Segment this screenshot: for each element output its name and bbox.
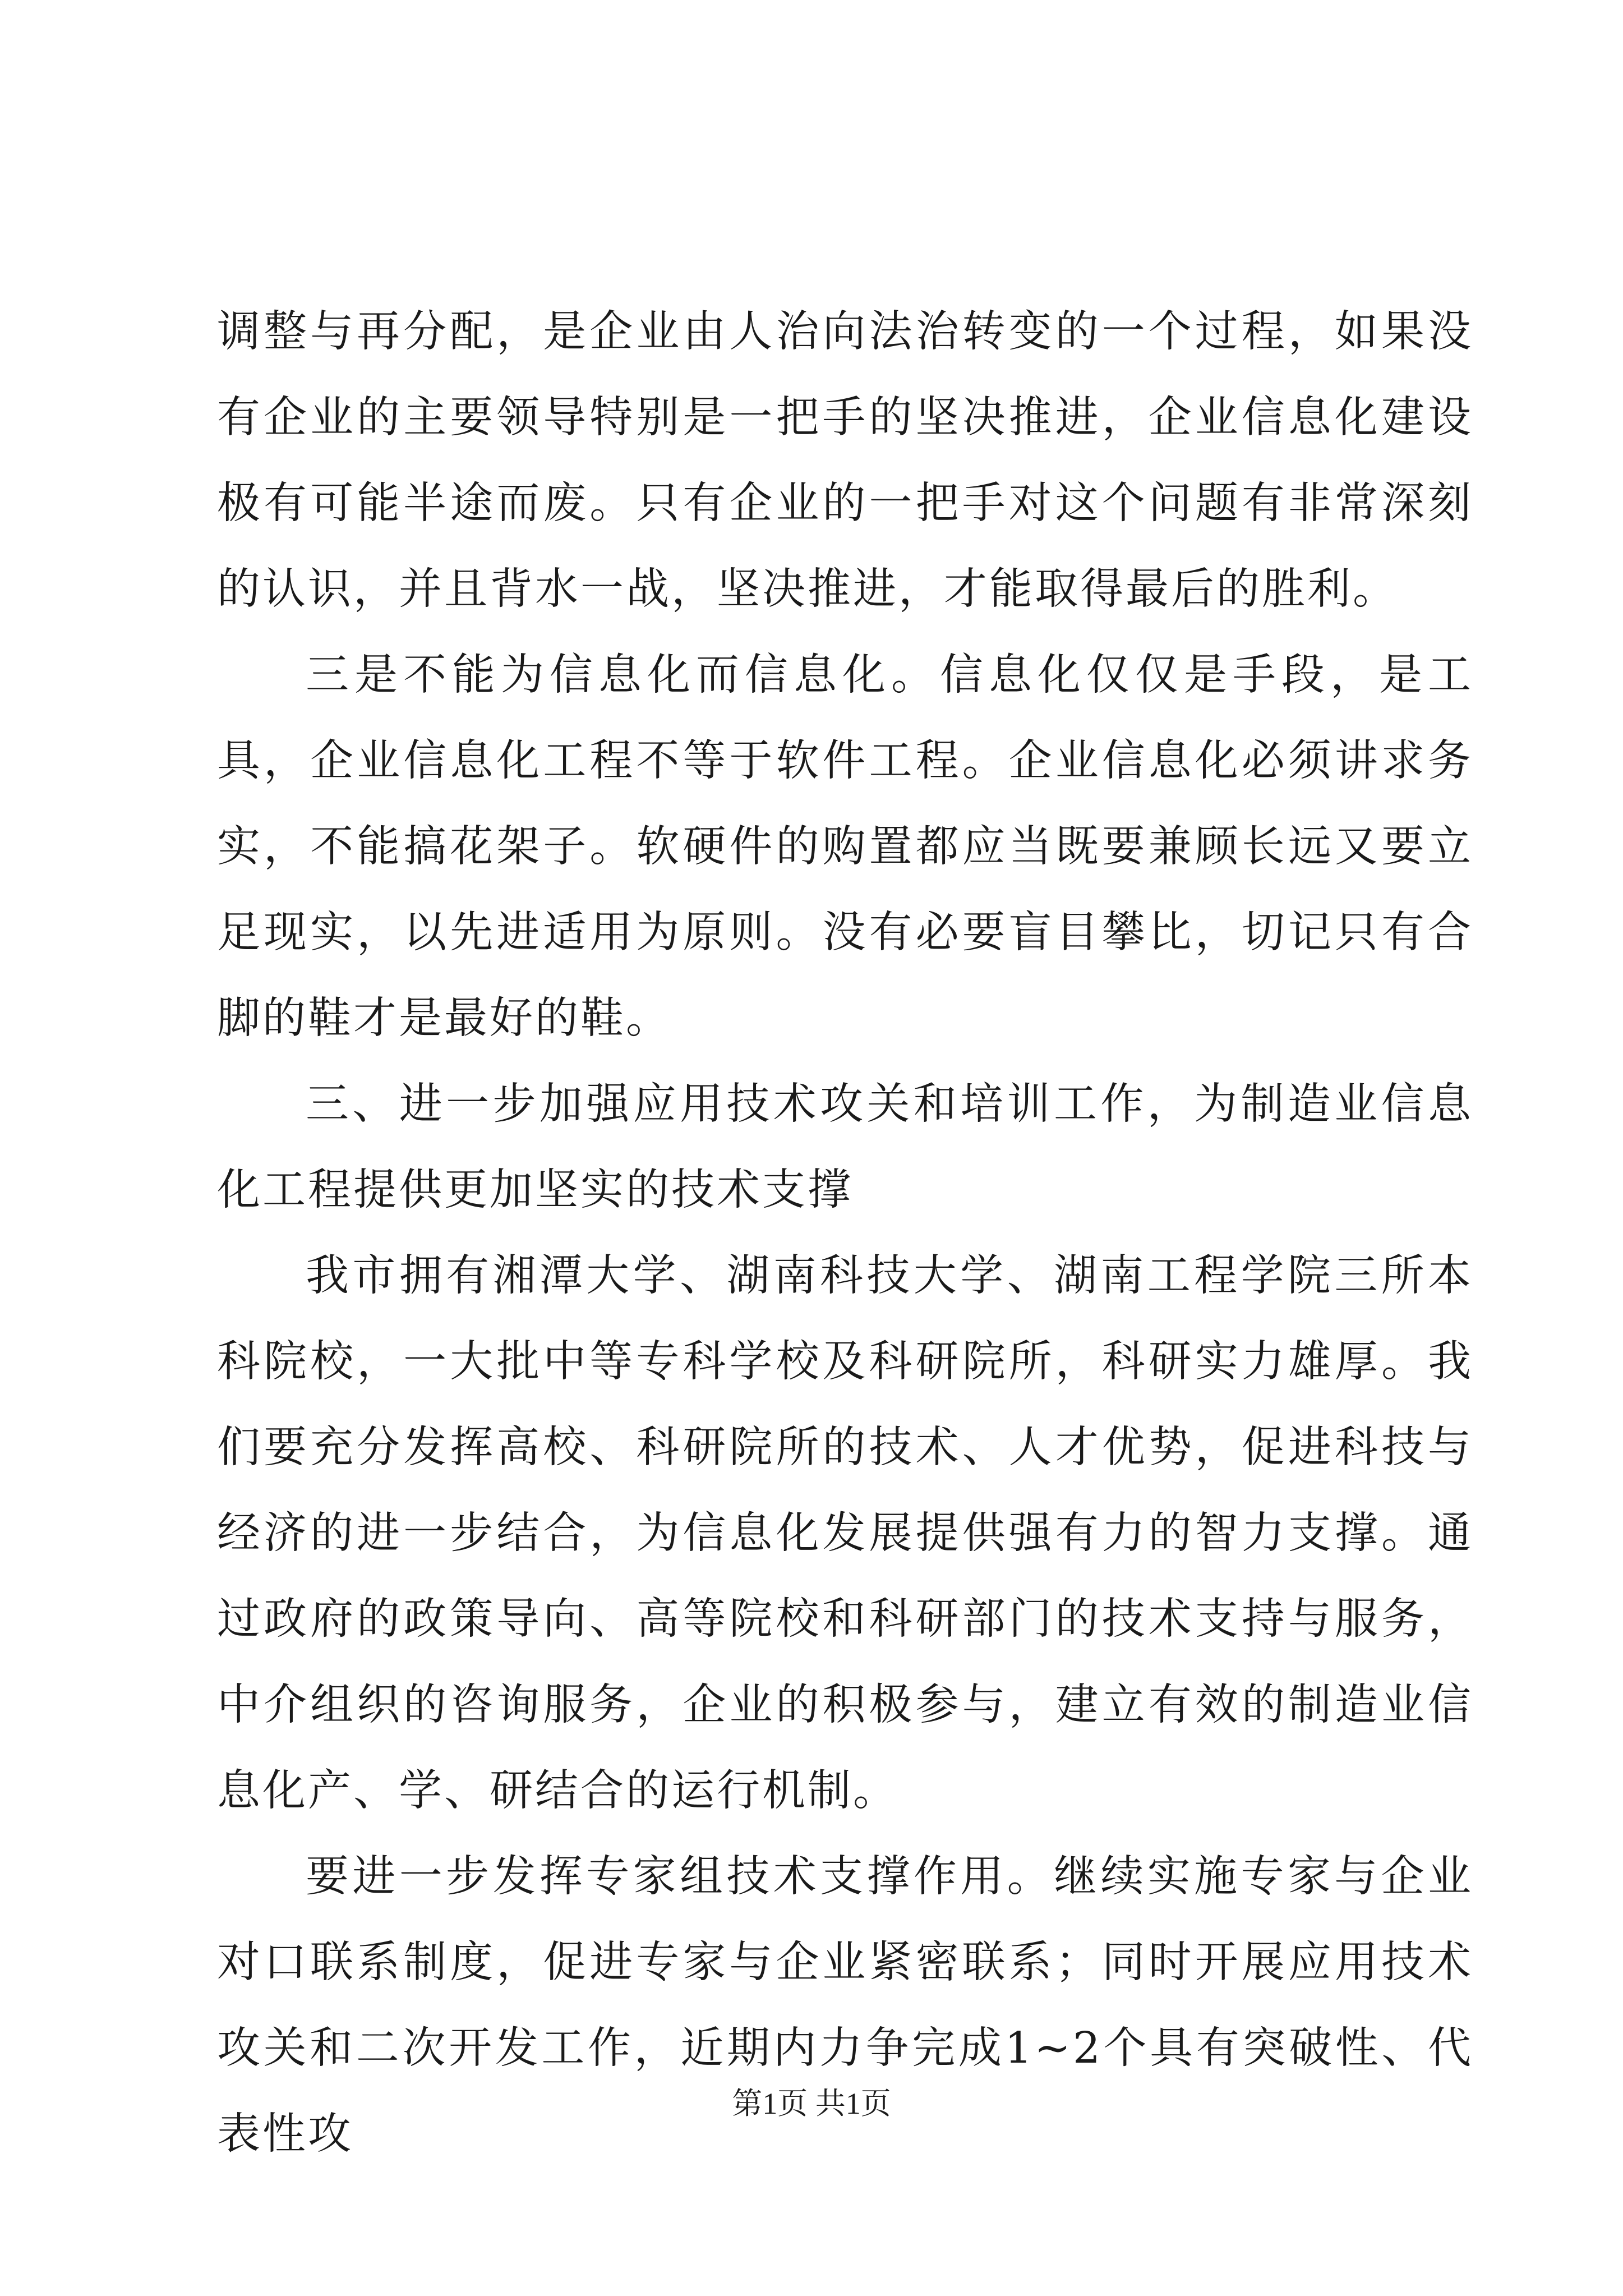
document-body xyxy=(217,289,1473,2177)
paragraph-continuation: 调整与再分配，是企业由人治向法治转变的一个过程，如果没有企业的主要领导特别是一把手的坚决推进，企业信息化建设极有可能半途而废。只有企业的一把手对这个问题有非常深刻的认识，并且背水一战，坚决推进，才能取得最后的胜利。 xyxy=(217,307,1473,614)
paragraph: 要进一步发挥专家组技术支撑作用。继续实施专家与企业对口联系制度，促进专家与企业紧密联系；同时开展应用技术攻关和二次开发工作，近期内力争完成1~2个具有突破性、代表性攻 xyxy=(217,1852,1473,2159)
page-footer: 第1页 共1页 xyxy=(732,2087,891,2120)
paragraph: 我市拥有湘潭大学、湖南科技大学、湖南工程学院三所本科院校，一大批中等专科学校及科研院所，科研实力雄厚。我们要充分发挥高校、科研院所的技术、人才优势，促进科技与经济的进一步结合，为信息化发展提供强有力的智力支撑。通过政府的政策导向、高等院校和科研部门的技术支持与服务，中介组织的咨询服务，企业的积极参与，建立有效的制造业信息化产、学、研结合的运行机制。 xyxy=(217,1251,1473,1816)
section-heading: 三、进一步加强应用技术攻关和培训工作，为制造业信息化工程提供更加坚实的技术支撑 xyxy=(217,1079,1473,1215)
paragraph: 三是不能为信息化而信息化。信息化仅仅是手段，是工具，企业信息化工程不等于软件工程。企业信息化必须讲求务实，不能搞花架子。软硬件的购置都应当既要兼顾长远又要立足现实，以先进适用为原则。没有必要盲目攀比，切记只有合脚的鞋才是最好的鞋。 xyxy=(217,650,1473,1043)
